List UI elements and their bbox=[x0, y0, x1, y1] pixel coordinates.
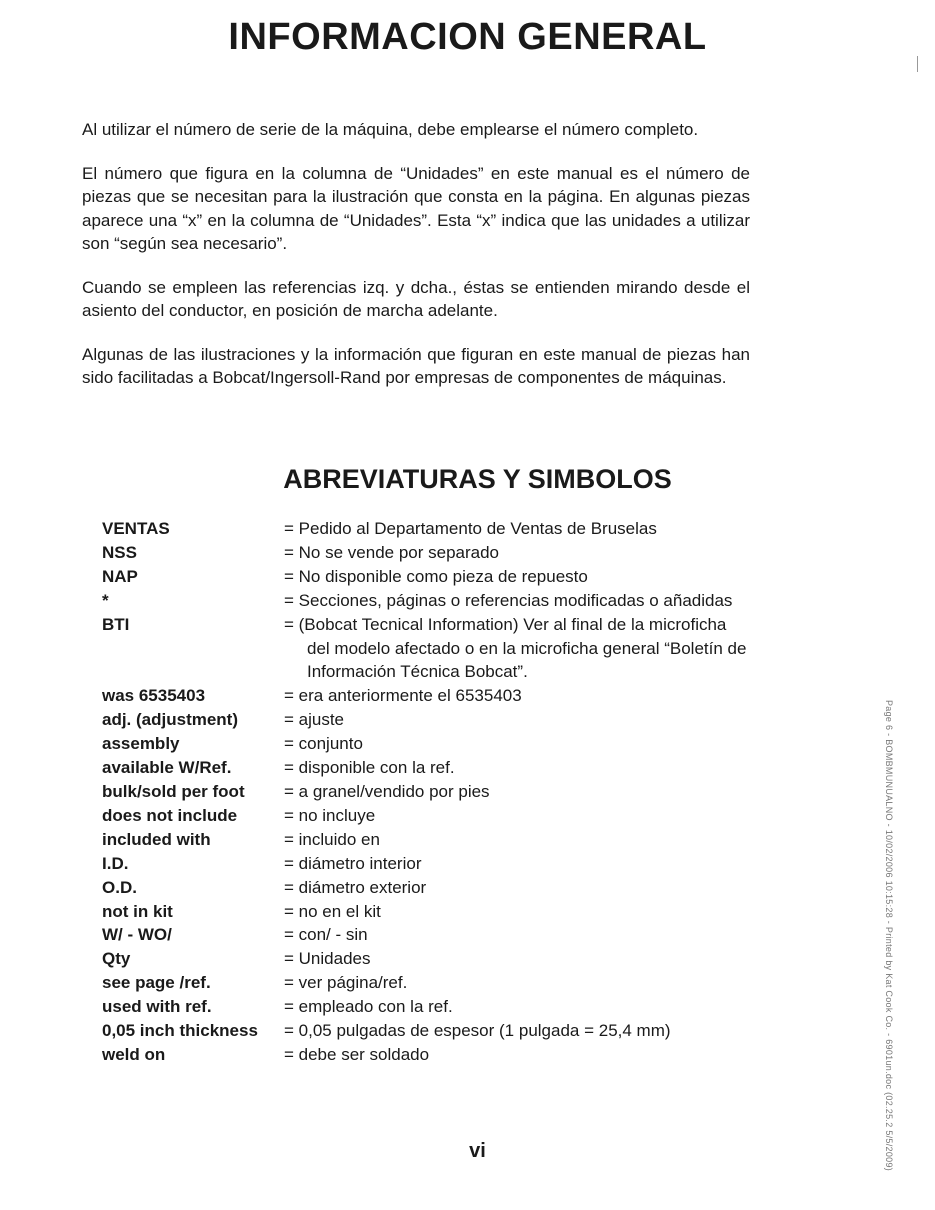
abbreviation-definition: = empleado con la ref. bbox=[284, 997, 453, 1017]
abbreviation-definition: = Unidades bbox=[284, 949, 371, 969]
page-number: vi bbox=[469, 1140, 486, 1162]
abbreviation-term: W/ - WO/ bbox=[102, 925, 172, 945]
abbreviation-row bbox=[102, 708, 802, 732]
abbreviation-row bbox=[102, 876, 802, 900]
abbreviation-row bbox=[102, 541, 802, 565]
abbreviation-definition: = debe ser soldado bbox=[284, 1044, 430, 1064]
abbreviation-term: used with ref. bbox=[102, 997, 212, 1017]
intro-text bbox=[82, 118, 750, 410]
abbreviation-row bbox=[102, 947, 802, 971]
abbreviation-term: 0,05 inch thickness bbox=[102, 1021, 258, 1041]
abbreviation-row bbox=[102, 900, 802, 924]
definition-continuation: Información Técnica Bobcat”. bbox=[307, 662, 528, 682]
abbreviation-term: NSS bbox=[102, 542, 137, 562]
intro-paragraph: Cuando se empleen las referencias izq. y dcha., éstas se entienden mirando desde el asiento del conductor, en posición de marcha adelante. bbox=[82, 277, 750, 320]
abbreviation-definition: = diámetro interior bbox=[284, 853, 422, 873]
abbreviation-row bbox=[102, 1043, 802, 1067]
abbreviation-definition: = con/ - sin bbox=[284, 925, 368, 945]
abbreviation-term: bulk/sold per foot bbox=[102, 781, 245, 801]
abbreviation-term: does not include bbox=[102, 805, 238, 825]
definition-line: = (Bobcat Tecnical Information) Ver al final de la microficha bbox=[284, 614, 727, 634]
abbreviation-row bbox=[102, 613, 802, 685]
abbreviation-definition: = No se vende por separado bbox=[284, 542, 500, 562]
abbreviation-definition: = Secciones, páginas o referencias modificadas o añadidas bbox=[284, 590, 733, 610]
abbreviation-definition: = 0,05 pulgadas de espesor (1 pulgada = 25,4 mm) bbox=[284, 1021, 671, 1041]
abbreviation-row bbox=[102, 995, 802, 1019]
abbreviation-definition: = ver página/ref. bbox=[284, 973, 408, 993]
print-stamp: Page 6 - BOMBMUNUALNO - 10/02/2006 10:15:28 - Printed by Kat Cook Co. - 6901un.doc (02.25.2 5/5/2009) bbox=[884, 700, 894, 1172]
intro-paragraph: Algunas de las ilustraciones y la información que figuran en este manual de piezas han sido facilitadas a Bobcat/Ingersoll-Rand por empresas de componentes de máquinas. bbox=[82, 344, 750, 387]
abbreviation-term: assembly bbox=[102, 734, 180, 754]
abbreviation-row bbox=[102, 852, 802, 876]
abbreviation-definition: = no incluye bbox=[284, 805, 376, 825]
abbreviation-row bbox=[102, 804, 802, 828]
abbreviation-term: adj. (adjustment) bbox=[102, 710, 239, 730]
margin-mark bbox=[917, 56, 918, 72]
abbreviation-term: available W/Ref. bbox=[102, 758, 232, 778]
abbreviation-definition: = No disponible como pieza de repuesto bbox=[284, 566, 588, 586]
abbreviation-row bbox=[102, 732, 802, 756]
abbreviation-row bbox=[102, 780, 802, 804]
abbreviation-term: not in kit bbox=[102, 901, 173, 921]
abbreviation-term: * bbox=[102, 590, 109, 610]
abbreviation-definition bbox=[284, 613, 802, 685]
abbreviation-term: O.D. bbox=[102, 877, 137, 897]
abbreviation-row bbox=[102, 971, 802, 995]
abbreviation-term: weld on bbox=[102, 1044, 166, 1064]
abbreviation-row bbox=[102, 517, 802, 541]
abbreviation-definition: = diámetro exterior bbox=[284, 877, 427, 897]
abbreviation-term: I.D. bbox=[102, 853, 129, 873]
abbreviation-definition: = conjunto bbox=[284, 734, 363, 754]
abbreviation-row bbox=[102, 565, 802, 589]
abbreviation-row bbox=[102, 589, 802, 613]
definition-continuation: del modelo afectado o en la microficha general “Boletín de bbox=[307, 638, 747, 658]
abbreviation-term: included with bbox=[102, 829, 211, 849]
abbreviation-definition: = a granel/vendido por pies bbox=[284, 781, 490, 801]
abbreviation-term: BTI bbox=[102, 614, 130, 634]
intro-paragraph: El número que figura en la columna de “Unidades” en este manual es el número de piezas que se necesitan para la ilustración que consta en la página. En algunas piezas aparece una “x” en la columna de “Unidades”. Esta “x” indica que las unidades a utilizar son “según sea necesario”. bbox=[82, 163, 750, 253]
intro-paragraph: Al utilizar el número de serie de la máquina, debe emplearse el número completo. bbox=[82, 120, 699, 139]
abbreviation-definition: = incluido en bbox=[284, 829, 380, 849]
abbreviation-row bbox=[102, 684, 802, 708]
abbreviation-list bbox=[102, 517, 802, 1067]
abbreviation-term: NAP bbox=[102, 566, 138, 586]
abbreviation-definition: = ajuste bbox=[284, 710, 345, 730]
abbreviation-row bbox=[102, 828, 802, 852]
section-title: ABREVIATURAS Y SIMBOLOS bbox=[283, 464, 672, 494]
abbreviation-definition: = no en el kit bbox=[284, 901, 381, 921]
abbreviation-term: was 6535403 bbox=[102, 686, 206, 706]
abbreviation-definition: = disponible con la ref. bbox=[284, 758, 455, 778]
abbreviation-definition: = Pedido al Departamento de Ventas de Bruselas bbox=[284, 519, 657, 538]
abbreviation-row bbox=[102, 756, 802, 780]
abbreviation-term: VENTAS bbox=[102, 519, 170, 538]
page-title: INFORMACION GENERAL bbox=[228, 16, 707, 58]
abbreviation-term: see page /ref. bbox=[102, 973, 211, 993]
abbreviation-row bbox=[102, 923, 802, 947]
abbreviation-definition: = era anteriormente el 6535403 bbox=[284, 686, 522, 706]
abbreviation-term: Qty bbox=[102, 949, 131, 969]
abbreviation-row bbox=[102, 1019, 802, 1043]
